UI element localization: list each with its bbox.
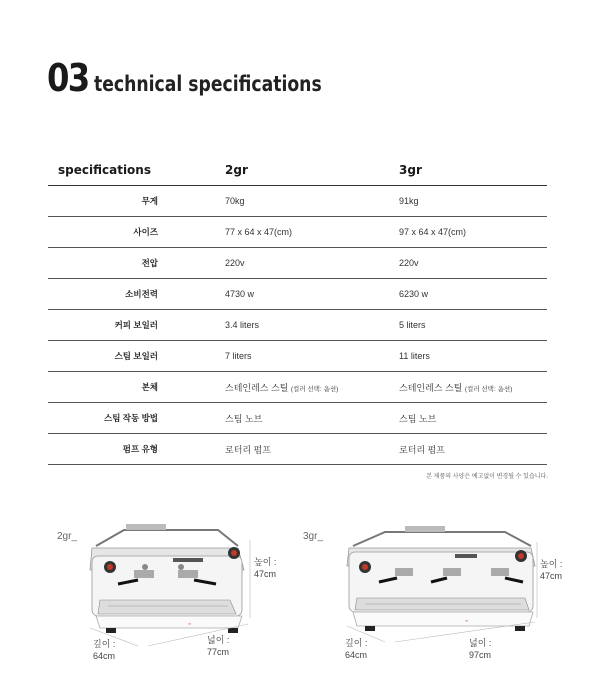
- width-dimension: [207, 634, 229, 658]
- depth-value: 64cm: [93, 651, 116, 661]
- disclaimer-note: 본 제품의 사양은 예고없이 변경될 수 있습니다.: [426, 474, 548, 480]
- value-2gr: 3.4 liters: [218, 310, 397, 341]
- value-3gr: [397, 372, 547, 403]
- value-3gr: 97 x 64 x 47(cm): [397, 217, 547, 248]
- depth-value: 64cm: [345, 650, 368, 660]
- table-row: [48, 372, 547, 403]
- section-number: 03: [47, 56, 89, 100]
- rail-handle: [126, 524, 166, 530]
- row-label: 커피 보일러: [48, 310, 218, 341]
- width-label: 넓이 :: [469, 638, 492, 648]
- table-row: [48, 310, 547, 341]
- row-label: 스팀 작동 방법: [48, 403, 218, 434]
- table-row: [48, 186, 547, 217]
- depth-label: 깊이 :: [345, 638, 368, 648]
- row-label: 전압: [48, 248, 218, 279]
- header-2gr: 2gr: [218, 154, 397, 186]
- value-3gr: 11 liters: [397, 341, 547, 372]
- section-title: technical specifications: [93, 72, 322, 96]
- section-heading: [47, 56, 372, 100]
- value-3gr: 220v: [397, 248, 547, 279]
- value-2gr: 4730 w: [218, 279, 397, 310]
- table-row: [48, 434, 547, 465]
- header-specifications: specifications: [48, 154, 218, 186]
- value-2gr: 220v: [218, 248, 397, 279]
- height-dimension: [254, 556, 276, 580]
- value-text: 스테인레스 스틸: [399, 382, 463, 393]
- depth-label: 깊이 :: [93, 639, 116, 649]
- table-row: [48, 279, 547, 310]
- width-value: 77cm: [207, 647, 230, 657]
- height-value: 47cm: [254, 569, 277, 579]
- value-note: (컬러 선택: 옵션): [464, 385, 513, 393]
- value-2gr: 70kg: [218, 186, 397, 217]
- value-3gr: 스팀 노브: [397, 403, 547, 434]
- height-dimension: [540, 558, 562, 582]
- value-3gr: 로터리 펌프: [397, 434, 547, 465]
- table-header-row: [48, 154, 547, 186]
- width-dimension: [469, 637, 491, 661]
- height-value: 47cm: [540, 571, 563, 581]
- svg-text:≈: ≈: [465, 618, 469, 623]
- header-3gr: 3gr: [397, 154, 547, 186]
- table-row: [48, 403, 547, 434]
- value-2gr: 로터리 펌프: [218, 434, 397, 465]
- value-note: (컬러 선택: 옵션): [290, 385, 339, 393]
- row-label: 본체: [48, 372, 218, 403]
- machine-tag: 3gr_: [303, 531, 324, 542]
- row-label: 스팀 보일러: [48, 341, 218, 372]
- width-label: 넓이 :: [207, 635, 230, 645]
- table-row: [48, 341, 547, 372]
- value-3gr: 5 liters: [397, 310, 547, 341]
- row-label: 사이즈: [48, 217, 218, 248]
- value-3gr: 91kg: [397, 186, 547, 217]
- depth-dimension: [345, 637, 367, 661]
- spec-table: [48, 154, 547, 465]
- value-3gr: 6230 w: [397, 279, 547, 310]
- machine-tag: 2gr_: [57, 531, 78, 542]
- value-2gr: 스팀 노브: [218, 403, 397, 434]
- row-label: 펌프 유형: [48, 434, 218, 465]
- value-2gr: [218, 372, 397, 403]
- depth-dimension: [93, 638, 115, 662]
- espresso-machine-3gr-illustration: [335, 522, 540, 644]
- row-label: 소비전력: [48, 279, 218, 310]
- table-row: [48, 248, 547, 279]
- height-label: 높이 :: [254, 557, 277, 567]
- row-label: 무게: [48, 186, 218, 217]
- height-label: 높이 :: [540, 559, 563, 569]
- svg-text:≈: ≈: [188, 621, 192, 626]
- espresso-machine-2gr-illustration: [78, 518, 253, 648]
- value-text: 스테인레스 스틸: [225, 382, 289, 393]
- table-row: [48, 217, 547, 248]
- value-2gr: 7 liters: [218, 341, 397, 372]
- width-value: 97cm: [469, 650, 492, 660]
- value-2gr: 77 x 64 x 47(cm): [218, 217, 397, 248]
